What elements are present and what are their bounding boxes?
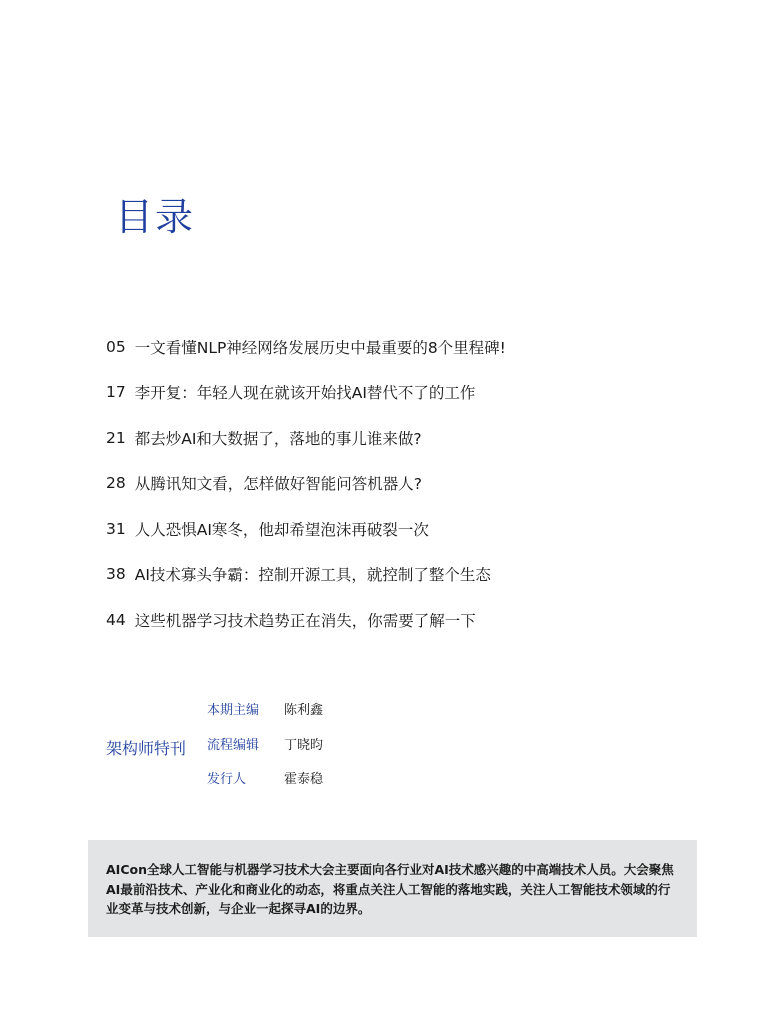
credit-row-publisher [207, 766, 323, 788]
toc-article-title: AI技术寡头争霸：控制开源工具，就控制了整个生态 [134, 566, 491, 585]
toc-page-number: 05 [106, 337, 126, 356]
toc-item-31[interactable] [106, 506, 726, 552]
credit-name: 丁晓昀 [284, 737, 324, 753]
toc-article-title: 从腾讯知文看，怎样做好智能问答机器人? [134, 475, 422, 494]
toc-item-38[interactable] [106, 552, 726, 598]
page-title: 目录 [115, 195, 196, 239]
credit-row-process-editor [207, 732, 323, 754]
toc-page-number: 38 [106, 565, 126, 584]
credit-role: 本期主编 [207, 702, 260, 718]
toc-item-21[interactable] [106, 415, 726, 461]
credit-role: 流程编辑 [207, 737, 260, 753]
magazine-brand: 架构师特刊 [106, 739, 187, 758]
toc-page-number: 31 [106, 519, 126, 538]
toc-article-title: 人人恐惧AI寒冬，他却希望泡沫再破裂一次 [134, 520, 429, 539]
table-of-contents [106, 324, 726, 643]
toc-page-number: 21 [106, 428, 126, 447]
credit-row-editor [207, 697, 323, 719]
toc-article-title: 这些机器学习技术趋势正在消失，你需要了解一下 [134, 611, 476, 630]
toc-article-title: 李开复：年轻人现在就该开始找AI替代不了的工作 [134, 384, 476, 403]
credit-role: 发行人 [207, 771, 247, 787]
credit-name: 陈利鑫 [284, 702, 324, 718]
aicon-info-box [88, 840, 697, 937]
toc-item-17[interactable] [106, 370, 726, 416]
toc-item-28[interactable] [106, 461, 726, 507]
toc-article-title: 一文看懂NLP神经网络发展历史中最重要的8个里程碑! [134, 338, 506, 357]
editorial-credits [106, 697, 406, 797]
toc-item-44[interactable] [106, 597, 726, 643]
toc-page-number: 44 [106, 610, 126, 629]
aicon-description: AICon全球人工智能与机器学习技术大会主要面向各行业对AI技术感兴趣的中高端技术人员。大会聚焦AI最前沿技术、产业化和商业化的动态，将重点关注人工智能的落地实践，关注人工智能技术领域的行业变革与技术创新，与企业一起探寻AI的边界。 [106, 862, 674, 916]
toc-page-number: 17 [106, 383, 126, 402]
toc-article-title: 都去炒AI和大数据了，落地的事儿谁来做? [134, 429, 422, 448]
toc-item-05[interactable] [106, 324, 726, 370]
credit-name: 霍泰稳 [284, 771, 324, 787]
toc-page-number: 28 [106, 474, 126, 493]
